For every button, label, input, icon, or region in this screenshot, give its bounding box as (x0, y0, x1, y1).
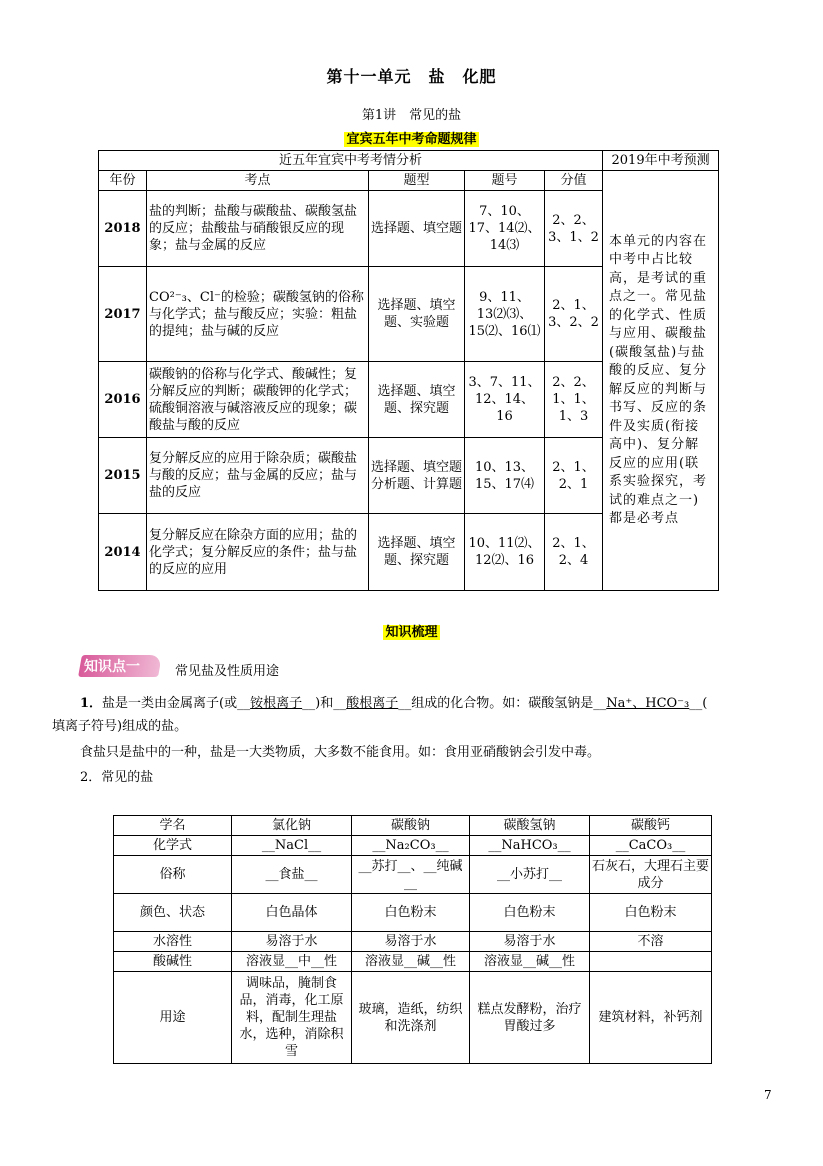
exam-table-header-right: 2019年中考预测 (603, 151, 719, 171)
row-type: 选择题、填空题、探究题 (369, 514, 465, 591)
col-year: 年份 (99, 171, 147, 191)
row-score: 2、1、2、1 (545, 438, 603, 514)
header-cell: 碳酸氢钠 (470, 816, 590, 836)
row-point: 碳酸钠的俗称与化学式、酸碱性；复分解反应的判断；碳酸钾的化学式；硫酸铜溶液与碱溶液反应的现象；碳酸盐与酸的反应 (147, 362, 369, 438)
paragraph-1-line2: 填离子符号)组成的盐。 (52, 719, 188, 734)
header-cell: 学名 (114, 816, 232, 836)
row-year: 2015 (99, 438, 147, 514)
p1-answer-1: 铵根离子 (250, 696, 303, 711)
row-year: 2017 (99, 267, 147, 362)
table-row (114, 836, 712, 856)
cell: __苏打__、__纯碱__ (352, 856, 470, 894)
row-label: 化学式 (114, 836, 232, 856)
knowledge-point-badge: 知识点一 (84, 659, 140, 675)
cell: 溶液显__碱__性 (470, 952, 590, 972)
p1-text-b: __)和__ (302, 696, 347, 711)
header-cell: 碳酸钠 (352, 816, 470, 836)
cell: 白色粉末 (470, 894, 590, 932)
p1-answer-2: 酸根离子 (346, 696, 399, 711)
knowledge-point-title: 常见盐及性质用途 (175, 664, 280, 679)
table-row (114, 932, 712, 952)
p1-text-c: __组成的化合物。如：碳酸氢钠是__ (398, 696, 607, 711)
paragraph-1 (52, 693, 772, 715)
row-year: 2018 (99, 191, 147, 267)
col-score: 分值 (545, 171, 603, 191)
cell: __NaHCO₃__ (470, 836, 590, 856)
table-row (114, 816, 712, 836)
row-type: 选择题、填空题、实验题 (369, 267, 465, 362)
cell: 白色晶体 (232, 894, 352, 932)
row-year: 2016 (99, 362, 147, 438)
table-row (114, 856, 712, 894)
table-row (114, 952, 712, 972)
row-num: 3、7、11、12、14、16 (465, 362, 545, 438)
lesson-subtitle: 第1讲 常见的盐 (361, 108, 462, 123)
row-label: 用途 (114, 972, 232, 1064)
row-label: 颜色、状态 (114, 894, 232, 932)
row-type: 选择题、填空题 (369, 191, 465, 267)
cell: 白色粉末 (590, 894, 712, 932)
paragraph-2: 食盐只是盐中的一种，盐是一大类物质，大多数不能食用。如：食用亚硝酸钠会引发中毒。 (80, 745, 601, 760)
cell: 糕点发酵粉，治疗胃酸过多 (470, 972, 590, 1064)
row-label: 酸碱性 (114, 952, 232, 972)
cell: __NaCl__ (232, 836, 352, 856)
p1-answer-3: Na⁺、HCO⁻₃ (606, 696, 690, 711)
exam-table-header-left: 近五年宜宾中考考情分析 (99, 151, 603, 171)
row-score: 2、2、1、1、1、3 (545, 362, 603, 438)
cell: __CaCO₃__ (590, 836, 712, 856)
row-score: 2、1、3、2、2 (545, 267, 603, 362)
row-num: 10、11⑵、12⑵、16 (465, 514, 545, 591)
section-law-heading: 宜宾五年中考命题规律 (346, 132, 477, 147)
table-row (114, 894, 712, 932)
cell: __Na₂CO₃__ (352, 836, 470, 856)
row-score: 2、1、2、4 (545, 514, 603, 591)
cell: 易溶于水 (232, 932, 352, 952)
row-label: 水溶性 (114, 932, 232, 952)
page-number: 7 (764, 1088, 772, 1102)
col-num: 题号 (465, 171, 545, 191)
p1-text-d: __( (689, 696, 708, 711)
p1-text-a: 盐是一类由金属离子(或__ (102, 696, 251, 711)
row-type: 选择题、填空题分析题、计算题 (369, 438, 465, 514)
prediction-text: 本单元的内容在中考中占比较高，是考试的重点之一。常见盐的化学式、性质与应用、碳酸盐(碳酸氢盐)与盐酸的反应、复分解反应的判断与书写、反应的条件及实质(衔接高中)、复分解反应的应用(联系实验探究，考试的难点之一)都是必考点 (603, 171, 719, 591)
common-salts-table (113, 815, 712, 1064)
cell: 易溶于水 (352, 932, 470, 952)
row-point: 盐的判断；盐酸与碳酸盐、碳酸氢盐的反应；盐酸盐与硝酸银反应的现象；盐与金属的反应 (147, 191, 369, 267)
row-label: 俗称 (114, 856, 232, 894)
row-year: 2014 (99, 514, 147, 591)
row-num: 7、10、17、14⑵、14⑶ (465, 191, 545, 267)
header-cell: 氯化钠 (232, 816, 352, 836)
cell: __食盐__ (232, 856, 352, 894)
exam-analysis-table (98, 150, 719, 591)
cell: 白色粉末 (352, 894, 470, 932)
cell: 不溶 (590, 932, 712, 952)
col-point: 考点 (147, 171, 369, 191)
row-score: 2、2、3、1、2 (545, 191, 603, 267)
cell: 玻璃，造纸，纺织和洗涤剂 (352, 972, 470, 1064)
cell: 建筑材料，补钙剂 (590, 972, 712, 1064)
section-knowledge-wrap (0, 621, 823, 640)
cell: 易溶于水 (470, 932, 590, 952)
cell: 石灰石，大理石主要成分 (590, 856, 712, 894)
cell (590, 952, 712, 972)
cell: 溶液显__中__性 (232, 952, 352, 972)
cell: __小苏打__ (470, 856, 590, 894)
cell: 溶液显__碱__性 (352, 952, 470, 972)
table-row (114, 972, 712, 1064)
page-title: 第十一单元 盐 化肥 (326, 67, 497, 86)
header-cell: 碳酸钙 (590, 816, 712, 836)
section-law-wrap (0, 128, 823, 147)
col-type: 题型 (369, 171, 465, 191)
paragraph-3: 2．常见的盐 (80, 770, 154, 785)
cell: 调味品，腌制食品，消毒，化工原料，配制生理盐水，选种，消除积雪 (232, 972, 352, 1064)
row-point: 复分解反应的应用于除杂质；碳酸盐与酸的反应；盐与金属的反应；盐与盐的反应 (147, 438, 369, 514)
p1-number: 1． (80, 696, 103, 711)
section-knowledge-heading: 知识梳理 (385, 625, 438, 640)
row-type: 选择题、填空题、探究题 (369, 362, 465, 438)
row-point: CO²⁻₃、Cl⁻的检验；碳酸氢钠的俗称与化学式；盐与酸反应；实验：粗盐的提纯；盐与碱的反应 (147, 267, 369, 362)
row-num: 10、13、15、17⑷ (465, 438, 545, 514)
row-num: 9、11、13⑵⑶、15⑵、16⑴ (465, 267, 545, 362)
row-point: 复分解反应在除杂方面的应用；盐的化学式；复分解反应的条件；盐与盐的反应的应用 (147, 514, 369, 591)
